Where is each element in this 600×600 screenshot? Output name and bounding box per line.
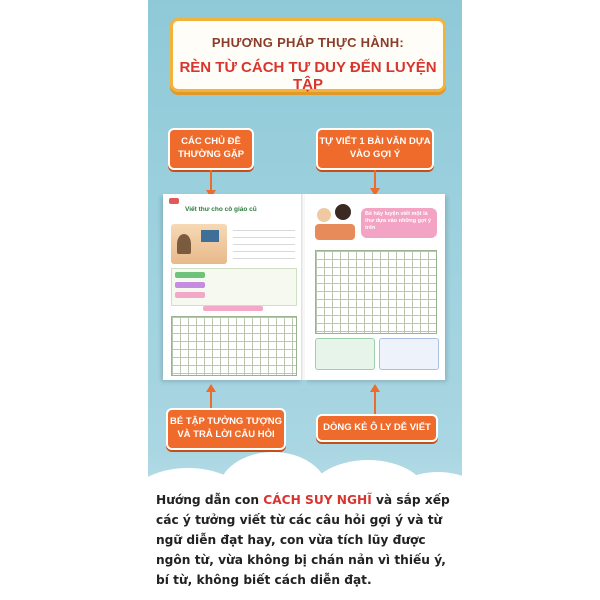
- callout-topics: CÁC CHỦ ĐỀ THƯỜNG GẶP: [168, 128, 254, 170]
- title-line-2: RÈN TỪ CÁCH TƯ DUY ĐẾN LUYỆN TẬP: [179, 59, 437, 93]
- connector-line: [374, 390, 376, 414]
- callout-write-essay: TỰ VIẾT 1 BÀI VĂN DỰA VÀO GỢI Ý: [316, 128, 434, 170]
- right-page-banner: Bé hãy luyện viết một lá thư dựa vào những gợi ý trên: [361, 208, 437, 238]
- callout-imagine: BÉ TẬP TƯỞNG TƯỢNG VÀ TRẢ LỜI CÂU HỎI: [166, 408, 286, 450]
- description-highlight: CÁCH SUY NGHĨ: [263, 493, 372, 507]
- callout-grid-lines: DÒNG KẺ Ô LY DỄ VIẾT: [316, 414, 438, 442]
- workbook-right-page: [305, 194, 445, 380]
- open-workbook: [153, 188, 451, 388]
- title-box: [170, 18, 446, 92]
- left-page-title: Viết thư cho cô giáo cũ: [185, 206, 257, 213]
- title-line-1: PHƯƠNG PHÁP THỰC HÀNH:: [211, 35, 405, 50]
- illustration-classroom: [171, 224, 227, 264]
- workbook-left-page: [163, 194, 303, 380]
- notes-box: [379, 338, 439, 370]
- tips-box: [315, 338, 375, 370]
- right-writing-grid: [315, 250, 437, 334]
- connector-line: [374, 170, 376, 190]
- description-text: [156, 490, 456, 590]
- description-part-1: Hướng dẫn con: [156, 493, 264, 507]
- illustration-mother-child: [313, 204, 357, 242]
- word-bank: [171, 268, 297, 306]
- product-panel: [148, 0, 462, 600]
- left-writing-grid: [171, 316, 297, 376]
- connector-line: [210, 390, 212, 408]
- description-part-2: và sắp xếp các ý tưởng viết từ các câu hỏi gợi ý và từ ngữ diễn đạt hay, con vừa tích lũy được ngôn từ, vừa không bị chán nản vì thiếu ý, bí từ, không biết cách diễn đạt.: [156, 493, 450, 587]
- prompt-lines: [233, 224, 295, 264]
- section-label: [203, 306, 263, 311]
- lesson-badge: [169, 198, 179, 204]
